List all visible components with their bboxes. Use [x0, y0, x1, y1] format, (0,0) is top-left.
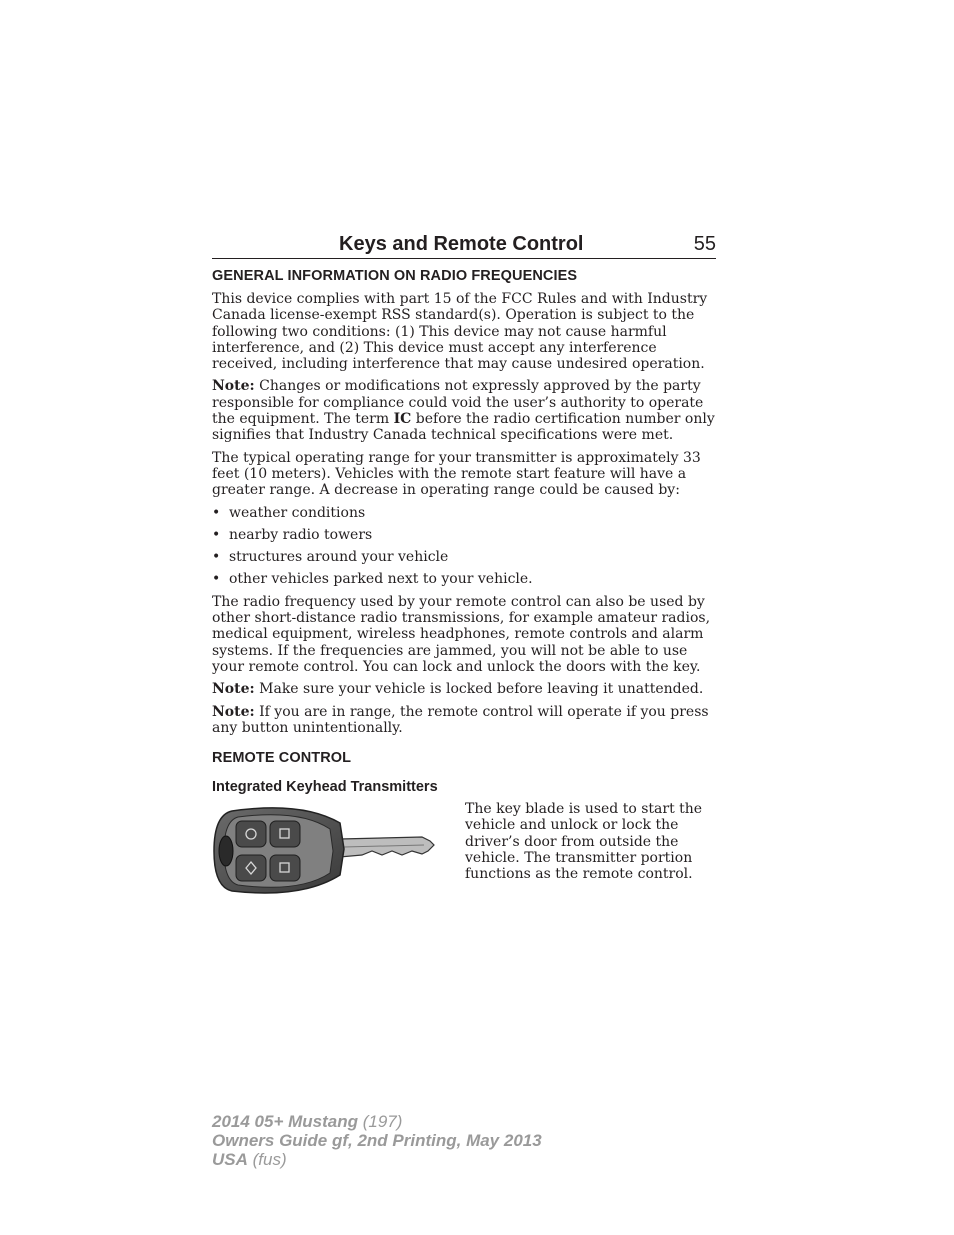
list-item: • nearby radio towers	[212, 527, 716, 543]
note-label: Note:	[212, 681, 255, 698]
page-footer: 2014 05+ Mustang (197) Owners Guide gf, 2nd Printing, May 2013 USA (fus)	[212, 1112, 542, 1169]
note-modifications: Note: Changes or modifications not expressly approved by the party responsible for compliance could void the user’s authority to operate the equipment. The term IC before the radio certification number only signifies that Industry Canada technical specifications were met.	[212, 378, 715, 444]
range-paragraph: The typical operating range for your transmitter is approximately 33 feet (10 meters). Vehicles with the remote start feature will have a greater range. A decrease in operating range could be caused by:	[212, 449, 701, 499]
manual-page	[212, 228, 716, 905]
note-range: Note: If you are in range, the remote control will operate if you press any button unintentionally.	[212, 703, 709, 736]
keyhead-transmitter-illustration	[212, 801, 465, 905]
range-factors-list	[212, 505, 716, 588]
list-item: • weather conditions	[212, 505, 716, 521]
frequency-paragraph: The radio frequency used by your remote control can also be used by other short-distance radio transmissions, for example amateur radios, medical equipment, wireless headphones, remote controls and alarm systems. If the frequencies are jammed, you will not be able to use your remote control. You can lock and unlock the doors with the key.	[212, 593, 711, 675]
key-blade-description: The key blade is used to start the vehicle and unlock or lock the driver’s door from outside the vehicle. The transmitter portion functions as the remote control.	[465, 801, 703, 883]
list-item: • structures around your vehicle	[212, 549, 716, 565]
fcc-paragraph: This device complies with part 15 of the FCC Rules and with Industry Canada license-exempt RSS standard(s). Operation is subject to the following two conditions: (1) This device may not cause harmful interference, and (2) This device must accept any interference received, including interference that may cause undesired operation.	[212, 291, 708, 373]
note-locked: Note: Make sure your vehicle is locked before leaving it unattended.	[212, 681, 704, 698]
page-header	[212, 228, 716, 259]
subheading-keyhead: Integrated Keyhead Transmitters	[212, 779, 438, 796]
page-title: Keys and Remote Control	[339, 233, 584, 255]
page-number: 55	[693, 233, 716, 255]
section-heading-radio: GENERAL INFORMATION ON RADIO FREQUENCIES	[212, 268, 578, 284]
section-heading-remote: REMOTE CONTROL	[212, 750, 352, 767]
list-item: • other vehicles parked next to your vehicle.	[212, 571, 716, 587]
note-label: Note:	[212, 703, 255, 720]
note-label: Note:	[212, 378, 255, 395]
ic-term: IC	[393, 411, 412, 428]
keyhead-figure-row	[212, 801, 716, 905]
key-fob-icon	[212, 801, 452, 901]
